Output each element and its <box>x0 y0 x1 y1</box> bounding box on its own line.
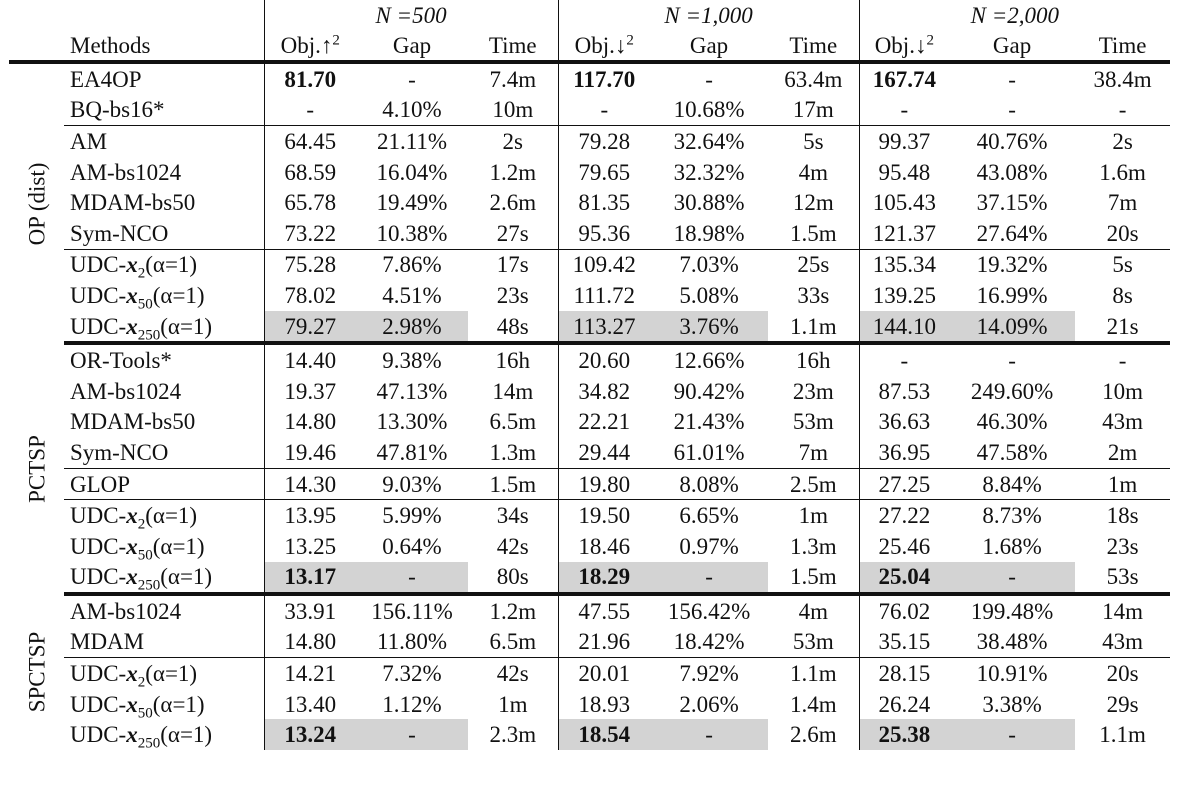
metric-cell: 32.64% <box>650 126 768 157</box>
metric-cell: 21.43% <box>673 409 745 435</box>
metric-cell: 2.06% <box>679 691 739 717</box>
table-row <box>9 719 1170 750</box>
method-name: BQ-bs16* <box>70 97 165 123</box>
column-header: Gap <box>949 30 1075 62</box>
column-header: Obj.↑$^2$ <box>264 30 356 62</box>
metric-cell: 46.30% <box>976 409 1048 435</box>
method-name: UDC-$x_{250}(\alpha=1)$ <box>70 722 213 752</box>
metric-cell: - <box>356 562 468 595</box>
table-row <box>9 126 1170 157</box>
group-header: N =500 <box>264 0 558 30</box>
metric-cell: 12.66% <box>673 348 745 374</box>
metric-cell: 1.1m <box>768 658 859 689</box>
metric-cell: 5.08% <box>679 282 739 308</box>
metric-cell: - <box>1118 97 1127 123</box>
table-row <box>9 218 1170 249</box>
methods-header: Methods <box>64 30 264 62</box>
metric-cell: 12m <box>792 190 834 216</box>
metric-cell: 7.32% <box>356 658 468 689</box>
metric-cell: 1m <box>498 691 528 717</box>
metric-cell: 29.44 <box>558 437 650 468</box>
metric-cell: 43m <box>1102 409 1143 435</box>
metric-cell: 14.40 <box>264 343 356 376</box>
table-row <box>9 627 1170 658</box>
metric-cell: 64.45 <box>264 126 356 157</box>
metric-cell: 199.48% <box>970 598 1054 624</box>
metric-cell: 2m <box>1107 439 1138 465</box>
metric-cell: 0.64% <box>382 533 442 559</box>
section-label-cell <box>9 594 64 750</box>
method-name: OR-Tools* <box>70 348 172 374</box>
metric-cell: - <box>859 343 949 376</box>
metric-cell: 19.49% <box>376 190 448 216</box>
metric-cell: 7.03% <box>650 249 768 280</box>
metric-cell: 76.02 <box>859 594 949 627</box>
metric-cell: 1.5m <box>468 468 558 500</box>
column-header: Gap <box>356 30 468 62</box>
metric-cell: 18.29 <box>558 562 650 595</box>
metric-cell: 20s <box>1075 658 1170 689</box>
table-row <box>9 95 1170 126</box>
metric-cell: 68.59 <box>264 157 356 188</box>
metric-cell: 27s <box>496 220 529 246</box>
metric-cell: 1.1m <box>768 311 859 344</box>
metric-cell: 10.68% <box>673 97 745 123</box>
method-name: UDC-$x_2(\alpha=1)$ <box>64 658 264 689</box>
metric-cell: 8.84% <box>949 468 1075 500</box>
metric-cell: 8s <box>1112 282 1133 308</box>
metric-cell: 4.51% <box>382 282 442 308</box>
metric-cell: - <box>558 95 650 126</box>
metric-cell: 23m <box>792 378 834 404</box>
metric-cell: 81.35 <box>558 187 650 218</box>
header-row-groups <box>9 0 1170 30</box>
metric-cell: - <box>1008 66 1016 92</box>
section-label: OP (dist) <box>24 162 49 246</box>
metric-cell: 139.25 <box>859 280 949 311</box>
metric-cell: - <box>356 719 468 750</box>
metric-cell: 1.12% <box>382 691 442 717</box>
metric-cell: 2.5m <box>768 468 859 500</box>
metric-cell: 135.34 <box>859 249 949 280</box>
metric-cell: 1.4m <box>789 691 837 717</box>
method-name: MDAM-bs50 <box>70 190 196 216</box>
metric-cell: 21s <box>1075 311 1170 344</box>
column-header: Gap <box>650 30 768 62</box>
section-label: SPCTSP <box>24 631 49 713</box>
method-name: GLOP <box>64 468 264 500</box>
metric-cell: 33s <box>797 282 830 308</box>
metric-cell: 22.21 <box>558 407 650 438</box>
metric-cell: 2.98% <box>356 311 468 344</box>
column-header: Obj.↓$^2$ <box>558 30 650 62</box>
metric-cell: 156.11% <box>371 598 453 624</box>
metric-cell: 6.5m <box>489 629 537 655</box>
metric-cell: 7.92% <box>650 658 768 689</box>
metric-cell: - <box>650 719 768 750</box>
metric-cell: 20.60 <box>558 343 650 376</box>
metric-cell: 18.93 <box>558 689 650 720</box>
metric-cell: - <box>859 95 949 126</box>
metric-cell: 13.95 <box>264 500 356 531</box>
metric-cell: 18.54 <box>558 719 650 750</box>
metric-cell: 53s <box>1075 562 1170 595</box>
method-name: UDC-$x_{250}(\alpha=1)$ <box>64 311 264 344</box>
metric-cell: 35.15 <box>859 627 949 658</box>
metric-cell: 40.76% <box>949 126 1075 157</box>
metric-cell: 14m <box>492 378 534 404</box>
metric-cell: - <box>1008 97 1016 123</box>
metric-cell: 249.60% <box>970 378 1054 404</box>
metric-cell: 16.99% <box>976 282 1048 308</box>
metric-cell: 1.3m <box>789 533 837 559</box>
metric-cell: 105.43 <box>859 187 949 218</box>
metric-cell: 16.04% <box>376 159 448 185</box>
metric-cell: 34.82 <box>558 376 650 407</box>
metric-cell: - <box>949 562 1075 595</box>
metric-cell: 18.42% <box>673 629 745 655</box>
table-row <box>9 249 1170 280</box>
metric-cell: 28.15 <box>859 658 949 689</box>
metric-cell: 19.46 <box>264 437 356 468</box>
metric-cell: 14.21 <box>264 658 356 689</box>
results-table <box>9 0 1170 750</box>
metric-cell: 79.28 <box>558 126 650 157</box>
metric-cell: - <box>1118 348 1127 374</box>
metric-cell: 14.80 <box>264 627 356 658</box>
metric-cell: 13.25 <box>264 531 356 562</box>
metric-cell: 9.03% <box>356 468 468 500</box>
column-header: Time <box>1075 30 1170 62</box>
metric-cell: 117.70 <box>558 62 650 95</box>
metric-cell: 47.58% <box>976 439 1048 465</box>
metric-cell: 3.38% <box>982 691 1042 717</box>
method-name: AM-bs1024 <box>70 378 182 404</box>
metric-cell: 5s <box>1075 249 1170 280</box>
metric-cell: 7m <box>798 439 828 465</box>
metric-cell: 27.25 <box>859 468 949 500</box>
metric-cell: 6.65% <box>650 500 768 531</box>
method-name: MDAM <box>70 629 145 655</box>
table-row <box>9 343 1170 376</box>
metric-cell: 109.42 <box>558 249 650 280</box>
metric-cell: 19.50 <box>558 500 650 531</box>
metric-cell: 167.74 <box>859 62 949 95</box>
metric-cell: 144.10 <box>859 311 949 344</box>
metric-cell: 99.37 <box>859 126 949 157</box>
metric-cell: 75.28 <box>264 249 356 280</box>
table-row <box>9 280 1170 311</box>
method-name: UDC-$x_{250}(\alpha=1)$ <box>64 562 264 595</box>
metric-cell: 20.01 <box>558 658 650 689</box>
metric-cell: 81.70 <box>264 62 356 95</box>
section-label-cell <box>9 62 64 343</box>
metric-cell: 48s <box>468 311 558 344</box>
table-body <box>9 0 1170 750</box>
metric-cell: 2.6m <box>489 190 537 216</box>
metric-cell: 79.65 <box>558 157 650 188</box>
method-name: UDC-$x_2(\alpha=1)$ <box>64 249 264 280</box>
method-name: EA4OP <box>70 66 142 92</box>
metric-cell: 11.80% <box>376 629 448 655</box>
metric-cell: 2.6m <box>789 722 837 748</box>
metric-cell: 78.02 <box>264 280 356 311</box>
table-row <box>9 62 1170 95</box>
metric-cell: 14.30 <box>264 468 356 500</box>
metric-cell: 37.15% <box>976 190 1048 216</box>
group-header: N =1,000 <box>558 0 859 30</box>
metric-cell: 18.46 <box>558 531 650 562</box>
metric-cell: - <box>650 562 768 595</box>
metric-cell: 19.37 <box>264 376 356 407</box>
column-header: Obj.↓$^2$ <box>859 30 949 62</box>
section-label: PCTSP <box>24 434 49 503</box>
metric-cell: 21.11% <box>356 126 468 157</box>
metric-cell: 33.91 <box>264 594 356 627</box>
table-row <box>9 594 1170 627</box>
method-name: UDC-$x_{50}(\alpha=1)$ <box>70 691 205 722</box>
metric-cell: 43.08% <box>976 159 1048 185</box>
metric-cell: 9.38% <box>382 348 442 374</box>
metric-cell: 27.64% <box>976 220 1048 246</box>
metric-cell: 32.32% <box>673 159 745 185</box>
table-row <box>9 658 1170 689</box>
metric-cell: 2s <box>468 126 558 157</box>
metric-cell: 1.5m <box>768 562 859 595</box>
table-row <box>9 187 1170 218</box>
metric-cell: 1.1m <box>1099 722 1146 748</box>
metric-cell: 25s <box>768 249 859 280</box>
metric-cell: 5s <box>768 126 859 157</box>
column-header: Time <box>468 30 558 62</box>
table-row <box>9 468 1170 500</box>
metric-cell: 7.86% <box>356 249 468 280</box>
metric-cell: 61.01% <box>673 439 745 465</box>
table-row <box>9 562 1170 595</box>
metric-cell: 21.96 <box>558 627 650 658</box>
metric-cell: 156.42% <box>667 598 751 624</box>
metric-cell: 10.38% <box>376 220 448 246</box>
metric-cell: 10.91% <box>949 658 1075 689</box>
metric-cell: 8.08% <box>650 468 768 500</box>
metric-cell: 13.17 <box>264 562 356 595</box>
metric-cell: 2s <box>1075 126 1170 157</box>
metric-cell: - <box>408 66 416 92</box>
metric-cell: 1.68% <box>982 533 1042 559</box>
method-name: Sym-NCO <box>70 439 169 465</box>
metric-cell: 36.63 <box>859 407 949 438</box>
metric-cell: 0.97% <box>679 533 739 559</box>
metric-cell: 65.78 <box>264 187 356 218</box>
table-row <box>9 376 1170 407</box>
table-row <box>9 500 1170 531</box>
metric-cell: 1.2m <box>489 598 537 624</box>
metric-cell: 13.30% <box>376 409 448 435</box>
metric-cell: 23s <box>496 282 529 308</box>
metric-cell: 2.3m <box>489 722 537 748</box>
metric-cell: 53m <box>792 409 834 435</box>
section-label-cell <box>9 343 64 594</box>
method-name: MDAM-bs50 <box>70 409 196 435</box>
metric-cell: 80s <box>468 562 558 595</box>
metric-cell: 34s <box>468 500 558 531</box>
table-row <box>9 437 1170 468</box>
metric-cell: 1.3m <box>489 439 537 465</box>
metric-cell: 7.4m <box>489 66 537 92</box>
metric-cell: 20s <box>1106 220 1139 246</box>
metric-cell: 18s <box>1075 500 1170 531</box>
metric-cell: 25.38 <box>859 719 949 750</box>
method-name: Sym-NCO <box>70 220 169 246</box>
metric-cell: 53m <box>792 629 834 655</box>
method-name: AM-bs1024 <box>70 159 182 185</box>
metric-cell: 8.73% <box>949 500 1075 531</box>
metric-cell: 87.53 <box>859 376 949 407</box>
metric-cell: 4m <box>798 598 828 624</box>
metric-cell: 6.5m <box>489 409 537 435</box>
metric-cell: 25.04 <box>859 562 949 595</box>
metric-cell: 73.22 <box>264 218 356 249</box>
method-name: UDC-$x_{50}(\alpha=1)$ <box>70 282 205 313</box>
metric-cell: 26.24 <box>859 689 949 720</box>
metric-cell: 14.09% <box>949 311 1075 344</box>
metric-cell: 10m <box>492 97 534 123</box>
table-row <box>9 407 1170 438</box>
column-header: Time <box>768 30 859 62</box>
metric-cell: 47.13% <box>376 378 448 404</box>
method-name: UDC-$x_{50}(\alpha=1)$ <box>70 533 205 564</box>
metric-cell: - <box>1008 348 1016 374</box>
metric-cell: 38.4m <box>1093 66 1152 92</box>
metric-cell: 47.81% <box>376 439 448 465</box>
metric-cell: 42s <box>496 533 529 559</box>
metric-cell: 3.76% <box>650 311 768 344</box>
metric-cell: 63.4m <box>784 66 843 92</box>
metric-cell: 25.46 <box>859 531 949 562</box>
metric-cell: 95.48 <box>859 157 949 188</box>
group-header: N =2,000 <box>859 0 1170 30</box>
metric-cell: 13.24 <box>264 719 356 750</box>
metric-cell: 36.95 <box>859 437 949 468</box>
table-row <box>9 157 1170 188</box>
metric-cell: 18.98% <box>673 220 745 246</box>
metric-cell: - <box>705 66 713 92</box>
metric-cell: 13.40 <box>264 689 356 720</box>
metric-cell: 29s <box>1106 691 1139 717</box>
metric-cell: 47.55 <box>558 594 650 627</box>
metric-cell: 16h <box>495 348 531 374</box>
metric-cell: 4.10% <box>382 97 442 123</box>
table-row <box>9 311 1170 344</box>
metric-cell: 1m <box>1075 468 1170 500</box>
metric-cell: 95.36 <box>558 218 650 249</box>
metric-cell: 17m <box>792 97 834 123</box>
metric-cell: 17s <box>468 249 558 280</box>
metric-cell: 30.88% <box>673 190 745 216</box>
metric-cell: 1.5m <box>789 220 837 246</box>
metric-cell: 5.99% <box>356 500 468 531</box>
method-name: AM <box>64 126 264 157</box>
metric-cell: 90.42% <box>673 378 745 404</box>
metric-cell: 42s <box>468 658 558 689</box>
metric-cell: 4m <box>798 159 828 185</box>
metric-cell: 10m <box>1102 378 1143 404</box>
table-row <box>9 689 1170 720</box>
table-row <box>9 531 1170 562</box>
metric-cell: 38.48% <box>976 629 1048 655</box>
method-name: UDC-$x_2(\alpha=1)$ <box>64 500 264 531</box>
metric-cell: 23s <box>1106 533 1139 559</box>
metric-cell: - <box>949 719 1075 750</box>
metric-cell: 19.32% <box>949 249 1075 280</box>
metric-cell: 1.6m <box>1099 159 1146 185</box>
metric-cell: 111.72 <box>558 280 650 311</box>
metric-cell: 1m <box>768 500 859 531</box>
method-name: AM-bs1024 <box>70 598 182 624</box>
metric-cell: 14m <box>1102 598 1143 624</box>
metric-cell: - <box>264 95 356 126</box>
metric-cell: 1.2m <box>489 159 537 185</box>
metric-cell: 19.80 <box>558 468 650 500</box>
metric-cell: 27.22 <box>859 500 949 531</box>
metric-cell: 7m <box>1107 190 1138 216</box>
metric-cell: 79.27 <box>264 311 356 344</box>
metric-cell: 16h <box>796 348 831 374</box>
metric-cell: 43m <box>1102 629 1143 655</box>
metric-cell: 113.27 <box>558 311 650 344</box>
metric-cell: 121.37 <box>859 218 949 249</box>
metric-cell: 14.80 <box>264 407 356 438</box>
header-row-columns <box>9 30 1170 62</box>
